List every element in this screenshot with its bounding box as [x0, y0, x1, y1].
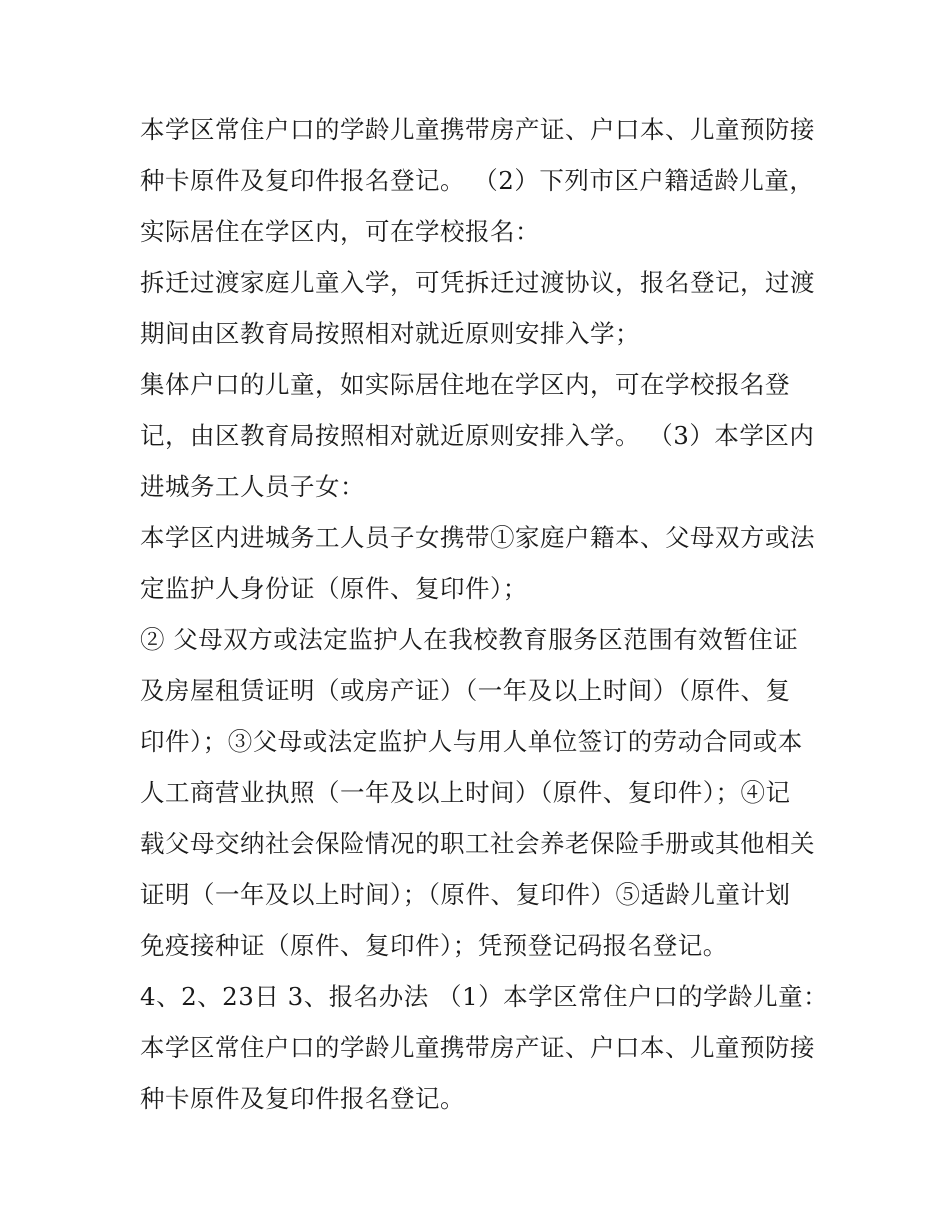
text-line: 进城务工人员子女： — [140, 472, 365, 501]
text-line: 拆迁过渡家庭儿童入学，可凭拆迁过渡协议，报名登记，过渡 — [140, 268, 815, 297]
text-line: ② 父母双方或法定监护人在我校教育服务区范围有效暂住证 — [140, 625, 799, 654]
text-line: 印件）；③父母或法定监护人与用人单位签订的劳动合同或本 — [140, 727, 803, 756]
text-line: 实际居住在学区内，可在学校报名： — [140, 217, 540, 246]
text-line: 种卡原件及复印件报名登记。 （2）下列市区户籍适龄儿童， — [140, 166, 815, 195]
text-line: 本学区常住户口的学龄儿童携带房产证、户口本、儿童预防接 — [140, 1033, 815, 1062]
text-line: 期间由区教育局按照相对就近原则安排入学； — [140, 319, 640, 348]
text-line: 及房屋租赁证明（或房产证）（一年及以上时间）（原件、复 — [140, 676, 791, 705]
text-line: 免疫接种证（原件、复印件）；凭预登记码报名登记。 — [140, 931, 728, 960]
text-line: 本学区常住户口的学龄儿童携带房产证、户口本、儿童预防接 — [140, 115, 815, 144]
text-line: 种卡原件及复印件报名登记。 — [140, 1084, 465, 1113]
text-line: 载父母交纳社会保险情况的职工社会养老保险手册或其他相关 — [140, 829, 815, 858]
text-line: 集体户口的儿童，如实际居住地在学区内，可在学校报名登 — [140, 370, 790, 399]
text-line: 定监护人身份证（原件、复印件）； — [140, 574, 528, 603]
text-line: 人工商营业执照（一年及以上时间）（原件、复印件）；④记 — [140, 778, 791, 807]
text-line: 证明（一年及以上时间）；（原件、复印件）⑤适龄儿童计划 — [140, 880, 791, 909]
text-line: 本学区内进城务工人员子女携带①家庭户籍本、父母双方或法 — [140, 523, 815, 552]
text-line: 4、2、23日 3、报名办法 （1）本学区常住户口的学龄儿童： — [140, 982, 829, 1011]
text-line: 记，由区教育局按照相对就近原则安排入学。 （3）本学区内 — [140, 421, 815, 450]
document-body — [140, 104, 829, 1124]
